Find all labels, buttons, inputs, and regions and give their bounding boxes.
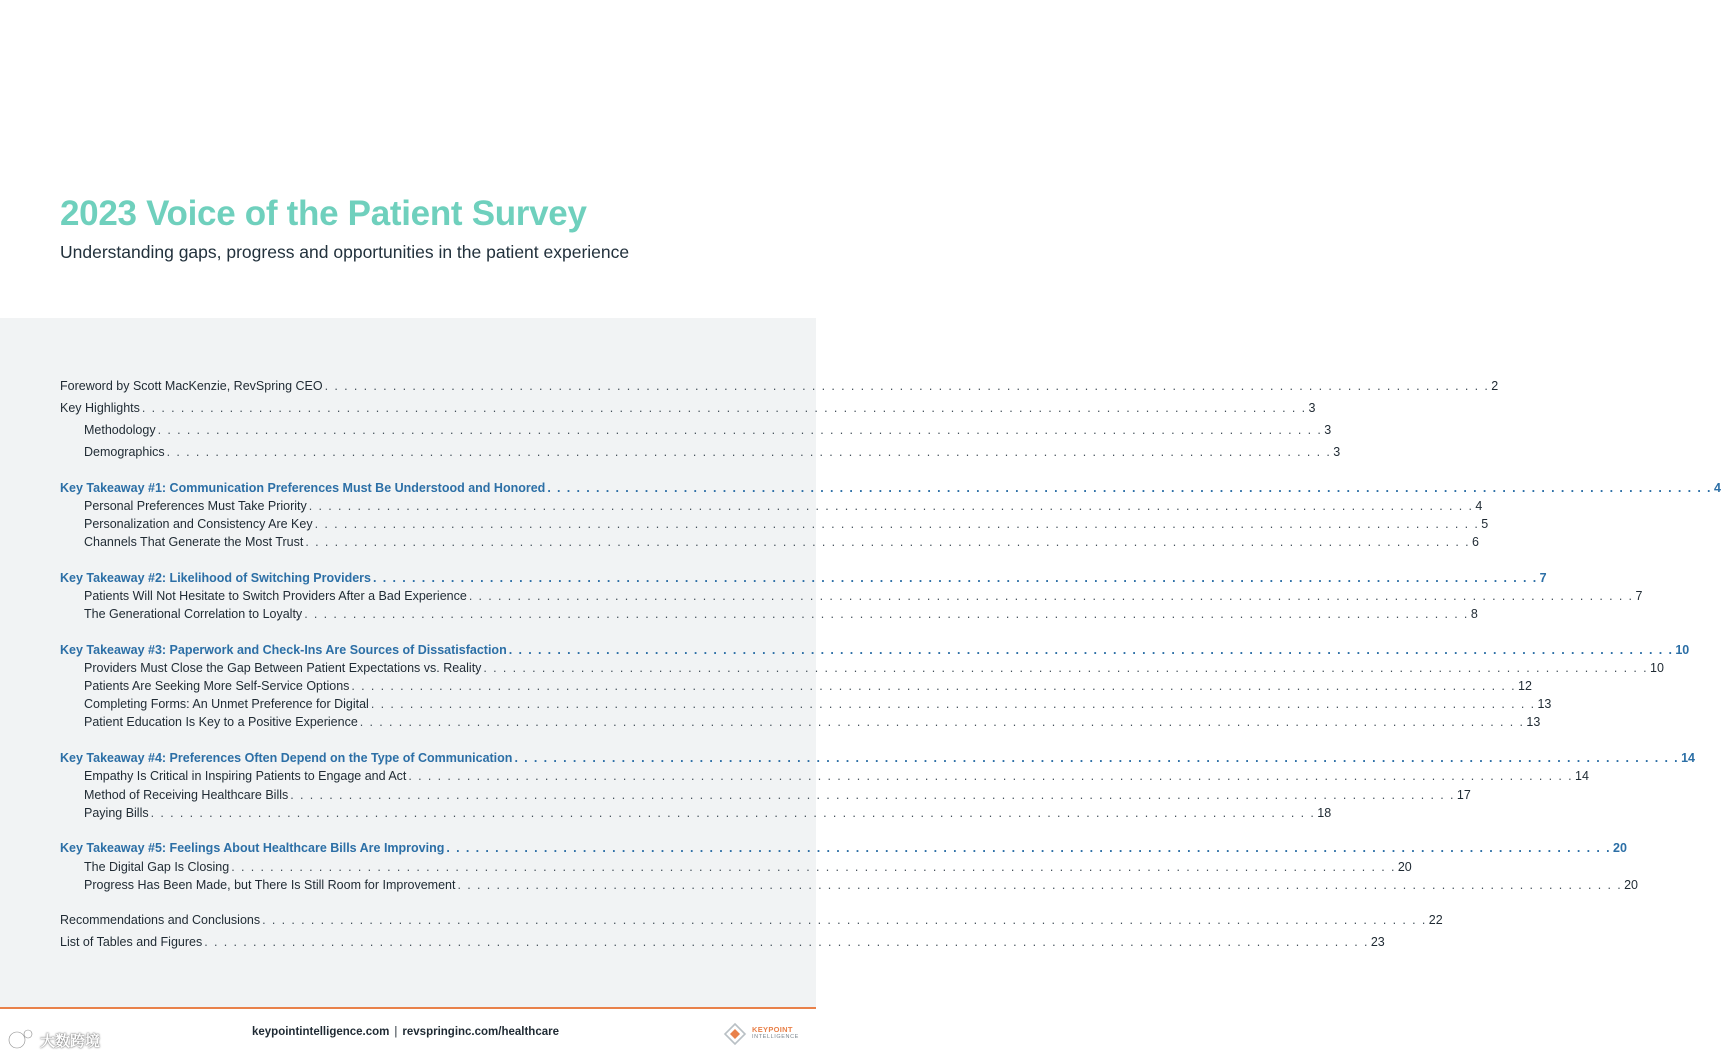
page-title: 2023 Voice of the Patient Survey xyxy=(60,194,587,233)
toc-dot-leader: . . . . . . . . . . . . . . . . . . . . . . . . . . . . . . . . . . . . . . . . . . . . . . . . . . . . . . . . . . . . . . . . . . . . . . . . . . . . . . . . . . . . . . . . . . . . . . . . . . . . . . . . . . . . . . . . . . . . . . . . xyxy=(514,751,1680,765)
toc-entry-label: Key Takeaway #1: Communication Preferences Must Be Understood and Honored xyxy=(60,481,546,495)
toc-dot-leader: . . . . . . . . . . . . . . . . . . . . . . . . . . . . . . . . . . . . . . . . . . . . . . . . . . . . . . . . . . . . . . . . . . . . . . . . . . . . . . . . . . . . . . . . . . . . . . . . . . . . . . . . . . . . . . . . . . . . . . . . xyxy=(314,517,1480,531)
logo-text-intelligence: INTELLIGENCE xyxy=(752,1034,799,1040)
toc-page-number: 14 xyxy=(1575,769,1589,783)
toc-page-number: 2 xyxy=(1491,379,1499,393)
toc-entry[interactable] xyxy=(60,400,1316,416)
toc-sub-entry[interactable] xyxy=(84,498,1483,514)
toc-sub-entry[interactable] xyxy=(84,588,1643,604)
toc-sub-entry[interactable] xyxy=(84,768,1589,784)
toc-entry-label: Foreword by Scott MacKenzie, RevSpring CEO xyxy=(60,379,323,393)
toc-entry[interactable] xyxy=(60,378,1499,394)
toc-entry-label: Progress Has Been Made, but There Is Still Room for Improvement xyxy=(84,878,456,892)
toc-page-number: 10 xyxy=(1650,661,1664,675)
toc-entry-label: Key Takeaway #2: Likelihood of Switching Providers xyxy=(60,571,371,585)
toc-sub-entry[interactable] xyxy=(84,787,1471,803)
toc-sub-entry[interactable] xyxy=(84,714,1541,730)
toc-dot-leader: . . . . . . . . . . . . . . . . . . . . . . . . . . . . . . . . . . . . . . . . . . . . . . . . . . . . . . . . . . . . . . . . . . . . . . . . . . . . . . . . . . . . . . . . . . . . . . . . . . . . . . . . . . . . . . . . . . . . . . . . xyxy=(351,679,1517,693)
toc-key-takeaway-entry[interactable] xyxy=(60,570,1547,586)
toc-page-number: 20 xyxy=(1397,860,1412,874)
toc-page-number: 3 xyxy=(1308,401,1316,415)
toc-entry-label: Empathy Is Critical in Inspiring Patients to Engage and Act xyxy=(84,769,407,783)
toc-entry-label: Personal Preferences Must Take Priority xyxy=(84,499,307,513)
toc-page-number: 7 xyxy=(1539,571,1547,585)
toc-sub-entry[interactable] xyxy=(84,606,1478,622)
toc-sub-entry[interactable] xyxy=(84,805,1332,821)
toc-page-number: 8 xyxy=(1470,607,1478,621)
toc-entry-label: The Generational Correlation to Loyalty xyxy=(84,607,303,621)
footer-link-keypoint[interactable]: keypointintelligence.com xyxy=(252,1026,390,1038)
toc-dot-leader: . . . . . . . . . . . . . . . . . . . . . . . . . . . . . . . . . . . . . . . . . . . . . . . . . . . . . . . . . . . . . . . . . . . . . . . . . . . . . . . . . . . . . . . . . . . . . . . . . . . . . . . . . . . . . . . . . . . . . . . . xyxy=(304,607,1469,621)
toc-entry-label: List of Tables and Figures xyxy=(60,935,203,949)
footer-divider xyxy=(0,1007,816,1009)
toc-sub-entry[interactable] xyxy=(84,534,1479,550)
watermark-text: 大数跨境 xyxy=(40,1033,101,1050)
toc-page-number: 12 xyxy=(1518,679,1532,693)
toc-sub-entry[interactable] xyxy=(84,660,1664,676)
toc-dot-leader: . . . . . . . . . . . . . . . . . . . . . . . . . . . . . . . . . . . . . . . . . . . . . . . . . . . . . . . . . . . . . . . . . . . . . . . . . . . . . . . . . . . . . . . . . . . . . . . . . . . . . . . . . . . . . . . . . . . . . . . . xyxy=(324,379,1490,393)
toc-entry-label: Key Takeaway #5: Feelings About Healthcare Bills Are Improving xyxy=(60,841,445,855)
toc-page-number: 6 xyxy=(1471,535,1479,549)
toc-sub-entry[interactable] xyxy=(84,696,1552,712)
toc-page-number: 10 xyxy=(1675,643,1690,657)
toc-dot-leader: . . . . . . . . . . . . . . . . . . . . . . . . . . . . . . . . . . . . . . . . . . . . . . . . . . . . . . . . . . . . . . . . . . . . . . . . . . . . . . . . . . . . . . . . . . . . . . . . . . . . . . . . . . . . . . . . . . . . . . . . xyxy=(157,423,1323,437)
page-subtitle: Understanding gaps, progress and opportunities in the patient experience xyxy=(60,242,630,262)
toc-page-number: 4 xyxy=(1475,499,1483,513)
toc-dot-leader: . . . . . . . . . . . . . . . . . . . . . . . . . . . . . . . . . . . . . . . . . . . . . . . . . . . . . . . . . . . . . . . . . . . . . . . . . . . . . . . . . . . . . . . . . . . . . . . . . . . . . . . . . . . . . . . . . . . . . . . . xyxy=(483,661,1649,675)
toc-page-number: 3 xyxy=(1324,423,1332,437)
footer-separator: | xyxy=(394,1026,398,1038)
watermark xyxy=(6,1028,110,1050)
toc-entry-label: The Digital Gap Is Closing xyxy=(84,860,230,874)
toc-entry-label: Patients Are Seeking More Self-Service Options xyxy=(84,679,350,693)
toc-dot-leader: . . . . . . . . . . . . . . . . . . . . . . . . . . . . . . . . . . . . . . . . . . . . . . . . . . . . . . . . . . . . . . . . . . . . . . . . . . . . . . . . . . . . . . . . . . . . . . . . . . . . . . . . . . . . . . . . . . . . . . . . xyxy=(457,878,1623,892)
toc-dot-leader: . . . . . . . . . . . . . . . . . . . . . . . . . . . . . . . . . . . . . . . . . . . . . . . . . . . . . . . . . . . . . . . . . . . . . . . . . . . . . . . . . . . . . . . . . . . . . . . . . . . . . . . . . . . . . . . . . . . . . . . . xyxy=(508,643,1674,657)
toc-sub-entry[interactable] xyxy=(84,678,1532,694)
toc-dot-leader: . . . . . . . . . . . . . . . . . . . . . . . . . . . . . . . . . . . . . . . . . . . . . . . . . . . . . . . . . . . . . . . . . . . . . . . . . . . . . . . . . . . . . . . . . . . . . . . . . . . . . . . . . . . . . . . . . . . . . . . . xyxy=(359,715,1525,729)
toc-key-takeaway-entry[interactable] xyxy=(60,642,1690,658)
toc-page-number: 18 xyxy=(1317,806,1332,820)
toc-entry-label: Methodology xyxy=(84,423,156,437)
toc-dot-leader: . . . . . . . . . . . . . . . . . . . . . . . . . . . . . . . . . . . . . . . . . . . . . . . . . . . . . . . . . . . . . . . . . . . . . . . . . . . . . . . . . . . . . . . . . . . . . . . . . . . . . . . . . . . . . . . . . . . . . . . . xyxy=(290,788,1455,802)
toc-dot-leader: . . . . . . . . . . . . . . . . . . . . . . . . . . . . . . . . . . . . . . . . . . . . . . . . . . . . . . . . . . . . . . . . . . . . . . . . . . . . . . . . . . . . . . . . . . . . . . . . . . . . . . . . . . . . . . . . . . . . . . . . xyxy=(372,571,1538,585)
footer-link-revspring[interactable]: revspringinc.com/healthcare xyxy=(402,1026,559,1038)
toc-dot-leader: . . . . . . . . . . . . . . . . . . . . . . . . . . . . . . . . . . . . . . . . . . . . . . . . . . . . . . . . . . . . . . . . . . . . . . . . . . . . . . . . . . . . . . . . . . . . . . . . . . . . . . . . . . . . . . . . . . . . . . . . xyxy=(150,806,1316,820)
toc-page-number: 7 xyxy=(1635,589,1643,603)
toc-sub-entry[interactable] xyxy=(84,422,1332,438)
toc-entry-label: Channels That Generate the Most Trust xyxy=(84,535,304,549)
toc-entry[interactable] xyxy=(60,912,1443,928)
toc-entry-label: Key Takeaway #3: Paperwork and Check-Ins Are Sources of Dissatisfaction xyxy=(60,643,507,657)
toc-dot-leader: . . . . . . . . . . . . . . . . . . . . . . . . . . . . . . . . . . . . . . . . . . . . . . . . . . . . . . . . . . . . . . . . . . . . . . . . . . . . . . . . . . . . . . . . . . . . . . . . . . . . . . . . . . . . . . . . . . . . . . . . xyxy=(305,535,1470,549)
footer-links xyxy=(252,1026,559,1038)
toc-entry-label: Completing Forms: An Unmet Preference for Digital xyxy=(84,697,369,711)
logo-text-keypoint: KEYPOINT xyxy=(752,1025,793,1034)
toc-entry-label: Providers Must Close the Gap Between Patient Expectations vs. Reality xyxy=(84,661,482,675)
toc-page-number: 17 xyxy=(1456,788,1471,802)
toc-entry[interactable] xyxy=(60,934,1385,950)
toc-sub-entry[interactable] xyxy=(84,516,1489,532)
keypoint-intelligence-logo xyxy=(723,1021,809,1047)
toc-dot-leader: . . . . . . . . . . . . . . . . . . . . . . . . . . . . . . . . . . . . . . . . . . . . . . . . . . . . . . . . . . . . . . . . . . . . . . . . . . . . . . . . . . . . . . . . . . . . . . . . . . . . . . . . . . . . . . . . . . . . . . . . xyxy=(468,589,1634,603)
toc-dot-leader: . . . . . . . . . . . . . . . . . . . . . . . . . . . . . . . . . . . . . . . . . . . . . . . . . . . . . . . . . . . . . . . . . . . . . . . . . . . . . . . . . . . . . . . . . . . . . . . . . . . . . . . . . . . . . . . . . . . . . . . . xyxy=(166,445,1332,459)
toc-page-number: 5 xyxy=(1481,517,1489,531)
toc-key-takeaway-entry[interactable] xyxy=(60,480,1721,496)
watermark-icon xyxy=(6,1028,36,1050)
toc-page-number: 20 xyxy=(1613,841,1627,855)
toc-page-number: 22 xyxy=(1428,913,1443,927)
toc-entry-label: Patient Education Is Key to a Positive Experience xyxy=(84,715,358,729)
toc-entry-label: Method of Receiving Healthcare Bills xyxy=(84,788,289,802)
toc-page-number: 23 xyxy=(1370,935,1385,949)
toc-entry-label: Patients Will Not Hesitate to Switch Providers After a Bad Experience xyxy=(84,589,467,603)
diamond-logo-icon xyxy=(723,1023,747,1045)
toc-sub-entry[interactable] xyxy=(84,444,1341,460)
toc-entry-label: Demographics xyxy=(84,445,165,459)
toc-entry-label: Key Takeaway #4: Preferences Often Depend on the Type of Communication xyxy=(60,751,513,765)
toc-dot-leader: . . . . . . . . . . . . . . . . . . . . . . . . . . . . . . . . . . . . . . . . . . . . . . . . . . . . . . . . . . . . . . . . . . . . . . . . . . . . . . . . . . . . . . . . . . . . . . . . . . . . . . . . . . . . . . . . . . . . . . . . xyxy=(408,769,1574,783)
toc-page-number: 14 xyxy=(1681,751,1695,765)
toc-dot-leader: . . . . . . . . . . . . . . . . . . . . . . . . . . . . . . . . . . . . . . . . . . . . . . . . . . . . . . . . . . . . . . . . . . . . . . . . . . . . . . . . . . . . . . . . . . . . . . . . . . . . . . . . . . . . . . . . . . . . . . . . xyxy=(204,935,1369,949)
toc-dot-leader: . . . . . . . . . . . . . . . . . . . . . . . . . . . . . . . . . . . . . . . . . . . . . . . . . . . . . . . . . . . . . . . . . . . . . . . . . . . . . . . . . . . . . . . . . . . . . . . . . . . . . . . . . . . . . . . . . . . . . . . . xyxy=(308,499,1474,513)
toc-entry-label: Personalization and Consistency Are Key xyxy=(84,517,313,531)
toc-sub-entry[interactable] xyxy=(84,877,1638,893)
toc-dot-leader: . . . . . . . . . . . . . . . . . . . . . . . . . . . . . . . . . . . . . . . . . . . . . . . . . . . . . . . . . . . . . . . . . . . . . . . . . . . . . . . . . . . . . . . . . . . . . . . . . . . . . . . . . . . . . . . . . . . . . . . . xyxy=(262,913,1427,927)
toc-dot-leader: . . . . . . . . . . . . . . . . . . . . . . . . . . . . . . . . . . . . . . . . . . . . . . . . . . . . . . . . . . . . . . . . . . . . . . . . . . . . . . . . . . . . . . . . . . . . . . . . . . . . . . . . . . . . . . . . . . . . . . . . xyxy=(446,841,1612,855)
toc-entry-label: Recommendations and Conclusions xyxy=(60,913,261,927)
toc-dot-leader: . . . . . . . . . . . . . . . . . . . . . . . . . . . . . . . . . . . . . . . . . . . . . . . . . . . . . . . . . . . . . . . . . . . . . . . . . . . . . . . . . . . . . . . . . . . . . . . . . . . . . . . . . . . . . . . . . . . . . . . . xyxy=(370,697,1536,711)
toc-key-takeaway-entry[interactable] xyxy=(60,750,1695,766)
toc-dot-leader: . . . . . . . . . . . . . . . . . . . . . . . . . . . . . . . . . . . . . . . . . . . . . . . . . . . . . . . . . . . . . . . . . . . . . . . . . . . . . . . . . . . . . . . . . . . . . . . . . . . . . . . . . . . . . . . . . . . . . . . . xyxy=(231,860,1396,874)
toc-page-number: 4 xyxy=(1713,481,1721,495)
page-header xyxy=(0,0,816,318)
toc-entry-label: Key Highlights xyxy=(60,401,140,415)
table-of-contents-panel xyxy=(0,318,1721,1008)
toc-page-number: 3 xyxy=(1333,445,1341,459)
toc-sub-entry[interactable] xyxy=(84,859,1412,875)
toc-dot-leader: . . . . . . . . . . . . . . . . . . . . . . . . . . . . . . . . . . . . . . . . . . . . . . . . . . . . . . . . . . . . . . . . . . . . . . . . . . . . . . . . . . . . . . . . . . . . . . . . . . . . . . . . . . . . . . . . . . . . . . . . xyxy=(141,401,1307,415)
toc-page-number: 20 xyxy=(1624,878,1638,892)
toc-dot-leader: . . . . . . . . . . . . . . . . . . . . . . . . . . . . . . . . . . . . . . . . . . . . . . . . . . . . . . . . . . . . . . . . . . . . . . . . . . . . . . . . . . . . . . . . . . . . . . . . . . . . . . . . . . . . . . . . . . . . . . . . xyxy=(547,481,1712,495)
toc-entry-label: Paying Bills xyxy=(84,806,149,820)
toc-page-number: 13 xyxy=(1526,715,1541,729)
toc-page-number: 13 xyxy=(1537,697,1552,711)
toc-key-takeaway-entry[interactable] xyxy=(60,840,1627,856)
